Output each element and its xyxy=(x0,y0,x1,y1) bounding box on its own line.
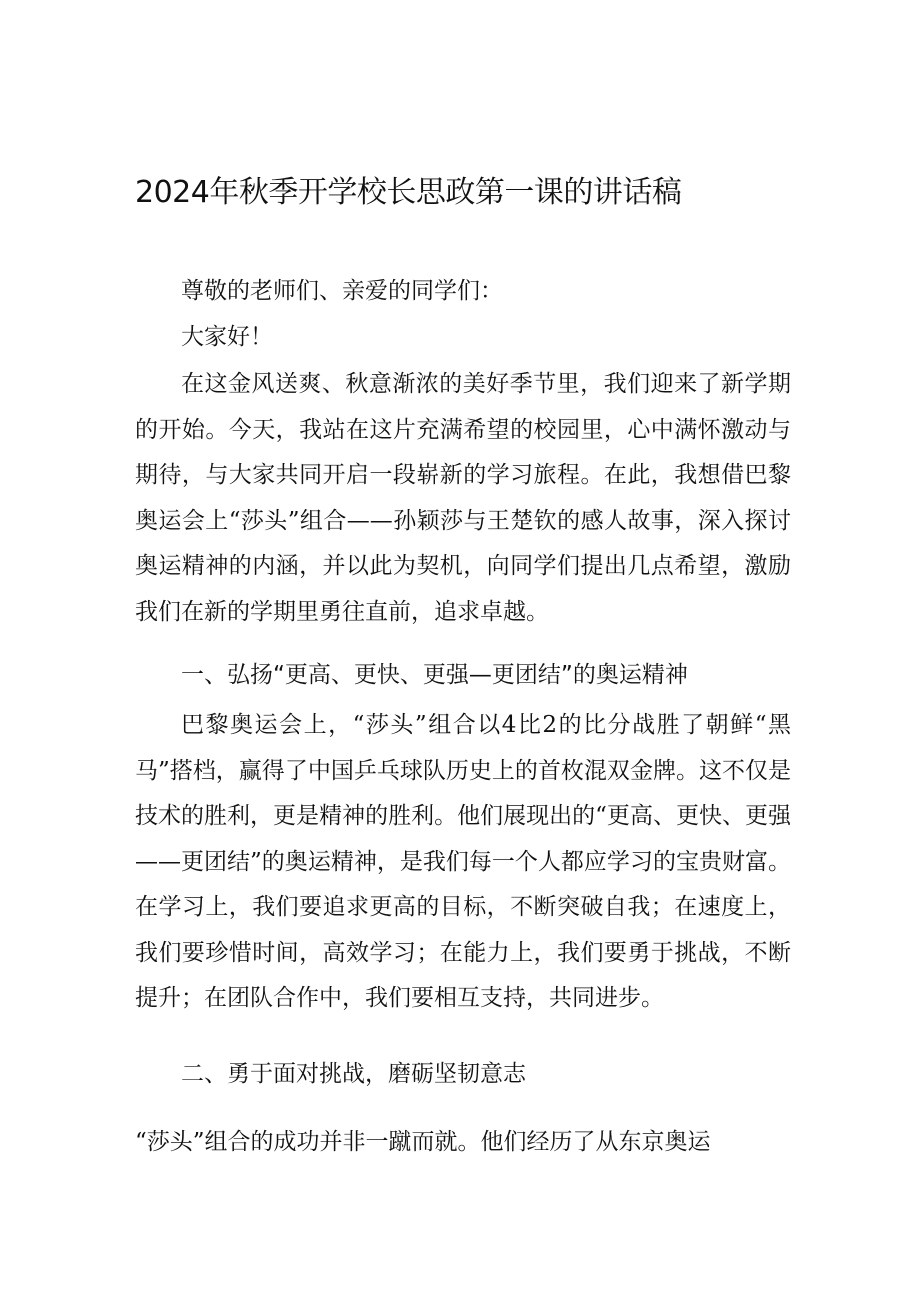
section-1-paragraph: 巴黎奥运会上，“莎头”组合以4比2的比分战胜了朝鲜“黑马”搭档，赢得了中国乒乓球队历史上的首枚混双金牌。这不仅是技术的胜利，更是精神的胜利。他们展现出的“更高、更快、更强——更团结”的奥运精神，是我们每一个人都应学习的宝贵财富。在学习上，我们要追求更高的目标，不断突破自我；在速度上，我们要珍惜时间，高效学习；在能力上，我们要勇于挑战，不断提升；在团队合作中，我们要相互支持，共同进步。 xyxy=(135,712,791,1011)
intro-paragraph: 在这金风送爽、秋意渐浓的美好季节里，我们迎来了新学期的开始。今天，我站在这片充满希望的校园里，心中满怀激动与期待，与大家共同开启一段崭新的学习旅程。在此，我想借巴黎奥运会上“莎头”组合——孙颖莎与王楚钦的感人故事，深入探讨奥运精神的内涵，并以此为契机，向同学们提出几点希望，激励我们在新的学期里勇往直前，追求卓越。 xyxy=(135,371,791,625)
greeting: 大家好！ xyxy=(181,324,273,350)
section-2-paragraph: “莎头”组合的成功并非一蹴而就。他们经历了从东京奥运 xyxy=(135,1129,711,1155)
salutation: 尊敬的老师们、亲爱的同学们： xyxy=(181,278,503,304)
section-2-heading: 二、勇于面对挑战，磨砺坚韧意志 xyxy=(181,1061,526,1087)
document-title: 2024年秋季开学校长思政第一课的讲话稿 xyxy=(135,175,682,210)
section-1-heading: 一、弘扬“更高、更快、更强—更团结”的奥运精神 xyxy=(181,662,688,688)
